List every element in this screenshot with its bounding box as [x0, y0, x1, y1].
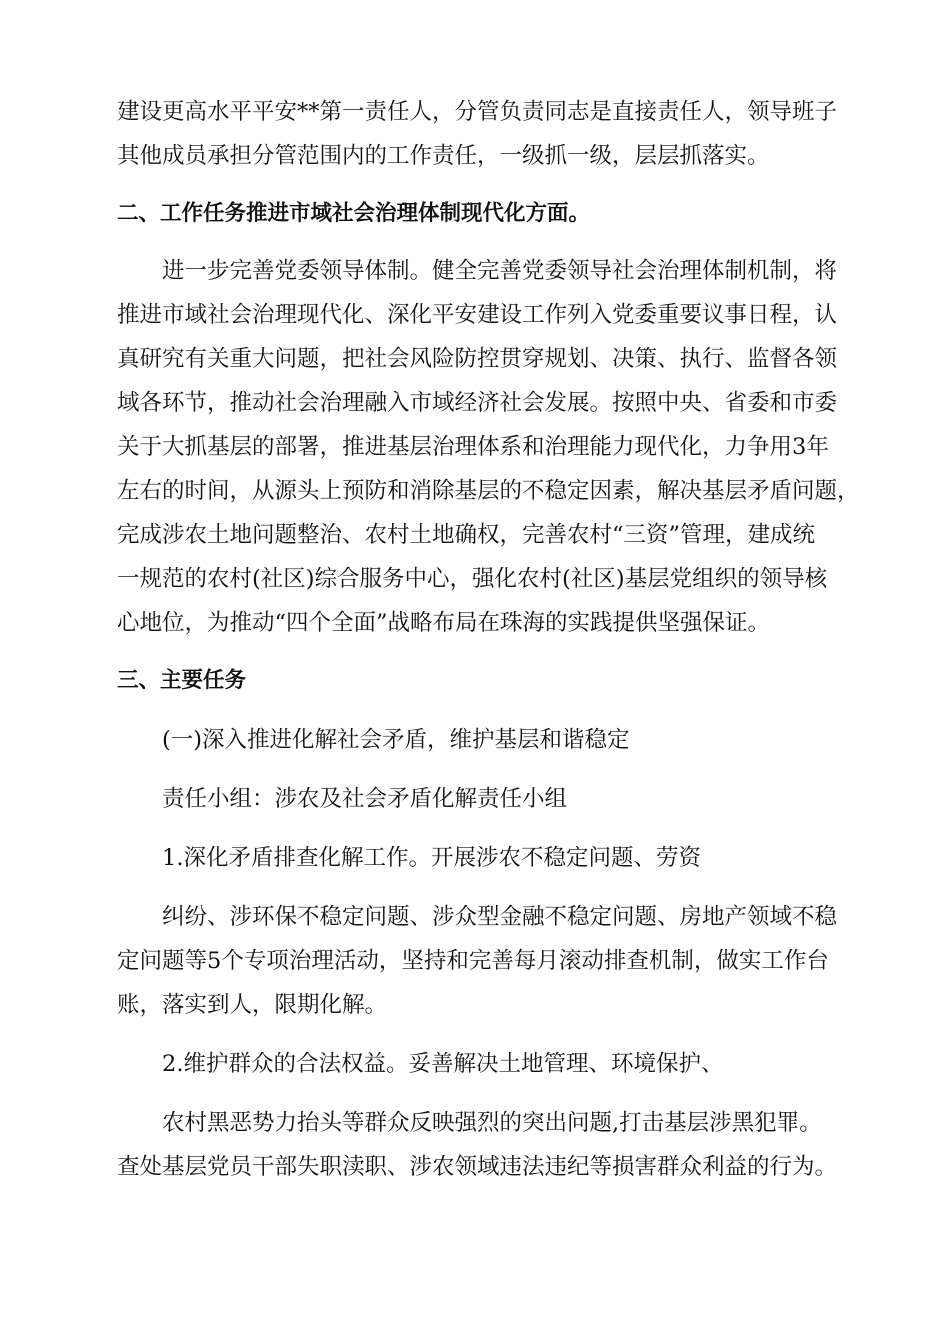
paragraph-line: 真研究有关重大问题，把社会风险防控贯穿规划、决策、执行、监督各领 [117, 346, 838, 372]
paragraph-line: 其他成员承担分管范围内的工作责任，一级抓一级，层层抓落实。 [117, 143, 770, 169]
paragraph-line: 心地位，为推动“四个全面”战略布局在珠海的实践提供坚强保证。 [117, 610, 771, 636]
paragraph-line: 查处基层党员干部失职渎职、涉农领域违法违纪等损害群众利益的行为。 [117, 1154, 838, 1180]
paragraph-line: 域各环节，推动社会治理融入市域经济社会发展。按照中央、省委和市委 [117, 390, 838, 416]
item-title: 1.深化矛盾排查化解工作。开展涉农不稳定问题、劳资 [162, 845, 701, 871]
paragraph-line: 纠纷、涉环保不稳定问题、涉众型金融不稳定问题、房地产领域不稳 [162, 904, 838, 930]
paragraph-line: 推进市域社会治理现代化、深化平安建设工作列入党委重要议事日程，认 [117, 302, 838, 328]
paragraph-line: 建设更高水平平安**第一责任人，分管负责同志是直接责任人，领导班子 [117, 99, 838, 125]
paragraph-line: 左右的时间，从源头上预防和消除基层的不稳定因素，解决基层矛盾问题， [117, 478, 860, 504]
section-heading: 三、主要任务 [117, 668, 247, 693]
paragraph-line: 账，落实到人，限期化解。 [117, 992, 388, 1018]
responsibility-line: 责任小组：涉农及社会矛盾化解责任小组 [162, 786, 568, 812]
paragraph-line: 关于大抓基层的部署，推进基层治理体系和治理能力现代化，力争用3年 [117, 434, 829, 460]
paragraph-line: 一规范的农村(社区)综合服务中心，强化农村(社区)基层党组织的领导核 [117, 566, 828, 592]
paragraph-line: 进一步完善党委领导体制。健全完善党委领导社会治理体制机制，将 [162, 258, 838, 284]
paragraph-line: 完成涉农土地问题整治、农村土地确权，完善农村“三资”管理，建成统 [117, 522, 816, 548]
item-title: 2.维护群众的合法权益。妥善解决土地管理、环境保护、 [162, 1051, 724, 1077]
section-heading: 二、工作任务推进市域社会治理体制现代化方面。 [117, 201, 591, 226]
subsection-heading: (一)深入推进化解社会矛盾，维护基层和谐稳定 [162, 727, 630, 753]
paragraph-line: 农村黑恶势力抬头等群众反映强烈的突出问题,打击基层涉黑犯罪。 [162, 1110, 822, 1136]
paragraph-line: 定问题等5个专项治理活动，坚持和完善每月滚动排查机制，做实工作台 [117, 948, 829, 974]
